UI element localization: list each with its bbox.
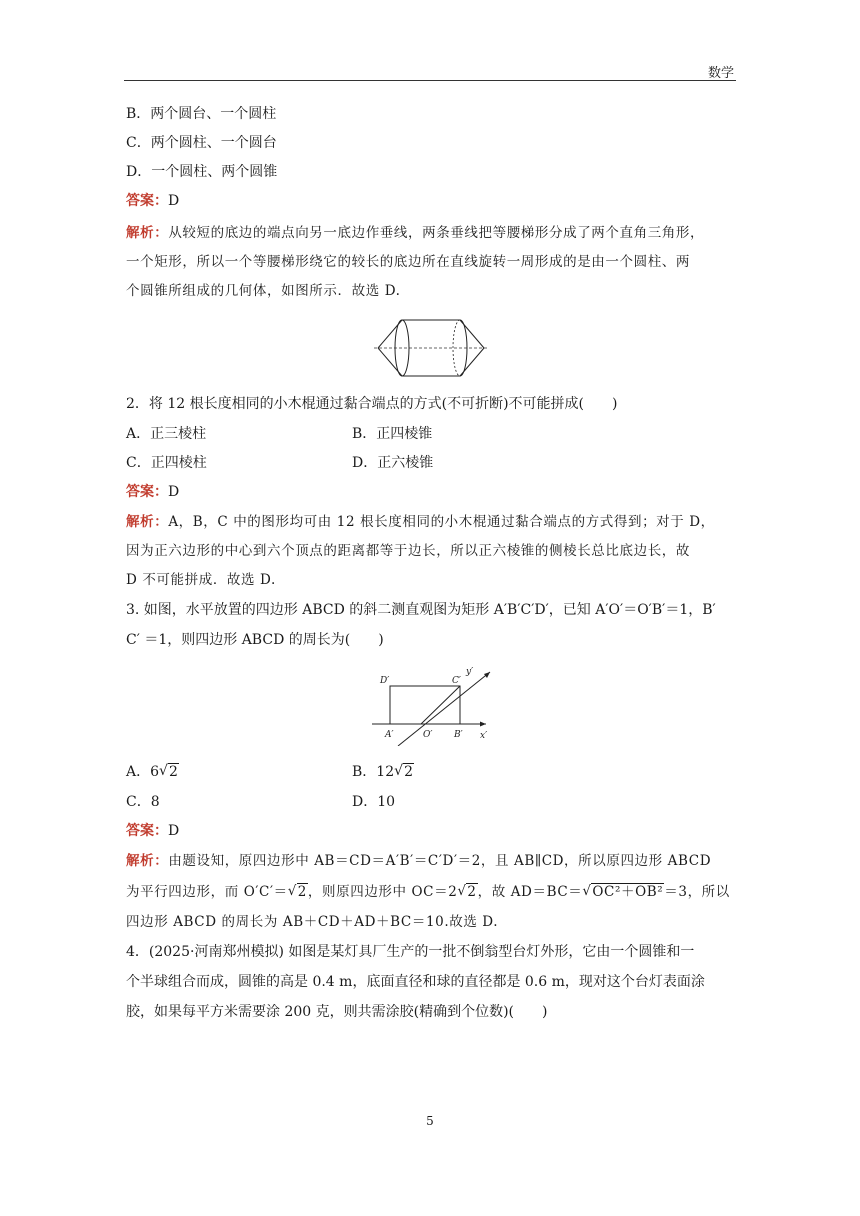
q2-analysis-line-1: 解析：A，B，C 中的图形均可由 12 根长度相同的小木棍通过黏合端点的方式得到；对于 D，: [126, 514, 715, 530]
q1-answer: [126, 191, 179, 211]
analysis-label: 解析：: [126, 225, 169, 241]
cylinder-cone-figure: [372, 314, 490, 382]
analysis-label: 解析：: [126, 853, 169, 869]
q1-analysis-line-3: 个圆锥所组成的几何体，如图所示．故选 D.: [126, 283, 401, 299]
page-header: [124, 62, 736, 80]
q1-option-b: B．两个圆台、一个圆柱: [126, 106, 277, 122]
q1-analysis-line-1: 解析：从较短的底边的端点向另一底边作垂线，两条垂线把等腰梯形分成了两个直角三角形，: [126, 225, 705, 241]
subject-label: 数学: [707, 66, 734, 81]
answer-label: 答案：: [126, 823, 168, 839]
q3-analysis-line-1: 解析：由题设知，原四边形中 AB＝CD＝A′B′＝C′D′＝2，且 AB∥CD，所以原四边形 ABCD: [126, 853, 712, 869]
sqrt-symbol: √ 2: [159, 762, 179, 782]
q2-option-b: B．正四棱锥: [352, 426, 433, 442]
label-b-prime: B′: [454, 730, 463, 740]
sqrt-symbol: √ 2: [288, 882, 308, 902]
q2-stem: 2．将 12 根长度相同的小木棍通过黏合端点的方式(不可折断)不可能拼成( ): [126, 396, 618, 412]
answer-value: D: [168, 823, 180, 839]
sqrt-symbol: √ OC²＋OB²: [582, 882, 664, 902]
q3-option-d: D．10: [352, 794, 396, 810]
label-c-prime: C′: [452, 676, 461, 686]
q3-option-b: B．12√ 2: [352, 762, 414, 782]
q2-option-d: D．正六棱锥: [352, 455, 434, 471]
answer-label: 答案：: [126, 484, 168, 500]
q1-option-d: D．一个圆柱、两个圆锥: [126, 164, 278, 180]
sqrt-symbol: √ 2: [457, 882, 477, 902]
q4-stem-line-1: 4．(2025·河南郑州模拟) 如图是某灯具厂生产的一批不倒翁型台灯外形，它由一个圆锥和一: [126, 944, 695, 960]
label-x-axis: x′: [480, 731, 488, 741]
q3-stem-line-2: C′ ＝1，则四边形 ABCD 的周长为( ): [126, 632, 384, 648]
q2-answer: [126, 482, 179, 502]
page-number: 5: [426, 1114, 434, 1128]
analysis-label: 解析：: [126, 514, 169, 530]
label-o-prime: O′: [423, 730, 433, 740]
q1-option-c: C．两个圆柱、一个圆台: [126, 135, 277, 151]
oblique-rectangle-figure: [370, 664, 492, 746]
q1-analysis-line-2: 一个矩形，所以一个等腰梯形绕它的较长的底边所在直线旋转一周形成的是由一个圆柱、两: [126, 254, 690, 270]
header-rule: [124, 80, 736, 81]
q2-analysis-line-3: D 不可能拼成．故选 D.: [126, 572, 276, 588]
answer-value: D: [168, 484, 180, 500]
q4-stem-line-2: 个半球组合而成，圆锥的高是 0.4 m，底面直径和球的直径都是 0.6 m，现对这个台灯表面涂: [126, 974, 705, 990]
q3-option-c: C．8: [126, 794, 160, 810]
q2-option-a: A．正三棱柱: [126, 426, 207, 442]
q2-analysis-line-2: 因为正六边形的中心到六个顶点的距离都等于边长，所以正六棱锥的侧棱长总比底边长，故: [126, 543, 690, 559]
answer-label: 答案：: [126, 193, 168, 209]
q3-option-a: A．6√ 2: [126, 762, 179, 782]
q3-analysis-line-3: 四边形 ABCD 的周长为 AB＋CD＋AD＋BC＝10.故选 D.: [126, 914, 499, 930]
label-a-prime: A′: [385, 730, 394, 740]
answer-value: D: [168, 193, 180, 209]
q2-option-c: C．正四棱柱: [126, 455, 207, 471]
label-d-prime: D′: [380, 676, 390, 686]
q3-stem-line-1: 3. 如图，水平放置的四边形 ABCD 的斜二测直观图为矩形 A′B′C′D′，已知 A′O′＝O′B′＝1，B′: [126, 602, 716, 618]
q3-answer: [126, 821, 179, 841]
q4-stem-line-3: 胶，如果每平方米需要涂 200 克，则共需涂胶(精确到个位数)( ): [126, 1004, 548, 1020]
q3-analysis-line-2: 为平行四边形，而 O′C′＝√ 2，则原四边形中 OC＝2√ 2，故 AD＝BC＝√ OC²＋OB²＝3，所以: [126, 882, 730, 902]
label-y-axis: y′: [466, 667, 474, 677]
sqrt-symbol: √ 2: [394, 762, 414, 782]
